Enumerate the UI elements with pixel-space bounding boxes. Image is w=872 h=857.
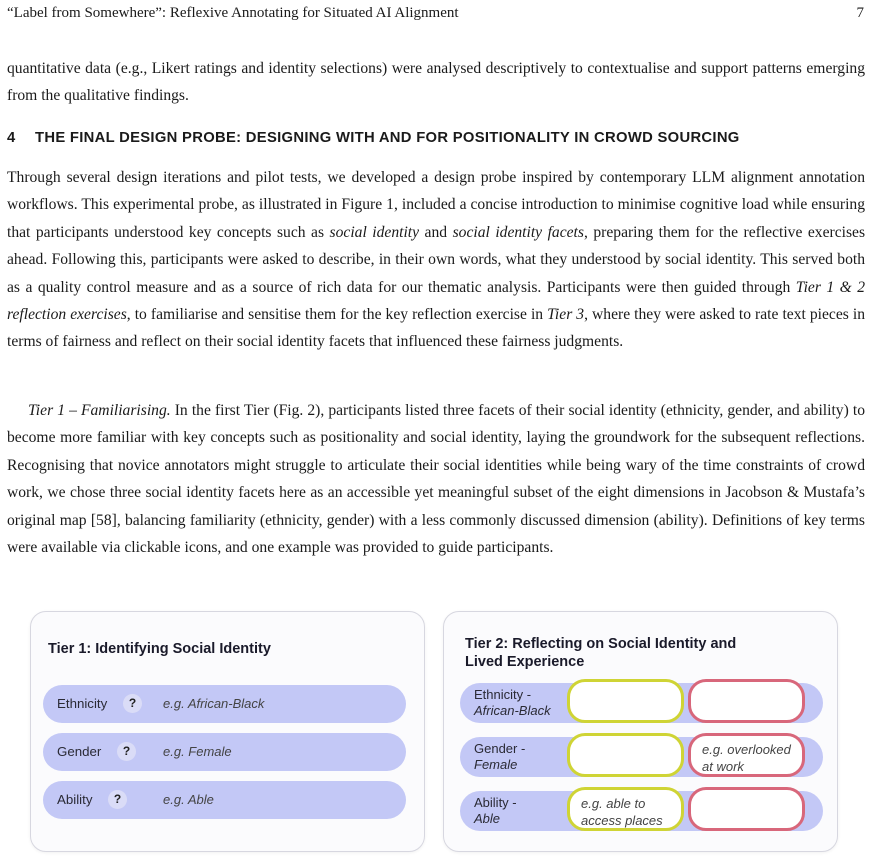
reflection-input-yellow[interactable] xyxy=(567,733,684,777)
row-example: e.g. Able xyxy=(163,792,214,807)
running-header xyxy=(7,5,864,25)
help-icon[interactable]: ? xyxy=(123,694,142,713)
section-number: 4 xyxy=(7,130,16,146)
reflection-input-red[interactable] xyxy=(688,787,805,831)
row-value: Able xyxy=(474,811,501,826)
row-label: Ethnicity - African-Black xyxy=(474,687,551,718)
paragraph-design-probe: Through several design iterations and pilot tests, we developed a design probe inspired by contemporary LLM alignment annotation workflows. This experimental probe, as illustrated in Figure 1, included a concise introduction to minimise cognitive load while ensuring that participants understood key concepts such as social identity and social identity facets, preparing them for the reflective exercises ahead. Following this, participants were asked to describe, in their own words, what they understood by social identity. This served both as a quality control measure and as a source of rich data for our thematic analysis. Participants were then guided through Tier 1 & 2 reflection exercises, to familiarise and sensitise them for the key reflection exercise in Tier 3, where they were asked to rate text pieces in terms of fairness and reflect on their social identity facets that influenced these fairness judgments. xyxy=(7,169,866,351)
row-example: e.g. African-Black xyxy=(163,696,265,711)
tier1-row-ability[interactable] xyxy=(43,781,406,819)
row-label: Gender - Female xyxy=(474,741,526,772)
row-value: African-Black xyxy=(474,703,551,718)
row-label: Gender xyxy=(57,744,102,759)
paragraph-intro: quantitative data (e.g., Likert ratings and identity selections) were analysed descriptively to contextualise and support patterns emerging from the qualitative findings. xyxy=(7,60,865,105)
section-heading xyxy=(7,130,869,146)
paragraph-tier1: Tier 1 – Familiarising. In the first Tier (Fig. 2), participants listed three facets of their social identity (ethnicity, gender, and ability) to become more familiar with key concepts such as positionality and social identity, laying the groundwork for the subsequent reflections. Recognising that novice annotators might struggle to articulate their social identities while being wary of the time constraints of crowd work, we chose three social identity facets here as an accessible yet meaningful subset of the eight dimensions in Jacobson & Mustafa’s original map [58], balancing familiarity (ethnicity, gender) with a less commonly discussed dimension (ability). Definitions of key terms were available via clickable icons, and one example was provided to guide participants. xyxy=(7,402,865,557)
row-label: Ability - Able xyxy=(474,795,517,826)
row-label: Ethnicity xyxy=(57,696,108,711)
tier2-title: Tier 2: Reflecting on Social Identity and Lived Experience xyxy=(465,636,737,670)
section-title: THE FINAL DESIGN PROBE: DESIGNING WITH AND FOR POSITIONALITY IN CROWD SOURCING xyxy=(35,130,740,146)
row-example: e.g. Female xyxy=(163,744,232,759)
tier2-row-gender xyxy=(460,737,823,777)
tier2-card xyxy=(443,611,838,852)
reflection-input-yellow[interactable]: e.g. able to access places xyxy=(567,787,684,831)
row-value: Female xyxy=(474,757,518,772)
help-icon[interactable]: ? xyxy=(117,742,136,761)
page-number: 7 xyxy=(856,5,864,21)
paragraph-lead: Tier 1 – Familiarising. xyxy=(28,402,171,419)
tier2-row-ethnicity xyxy=(460,683,823,723)
tier1-row-gender[interactable] xyxy=(43,733,406,771)
reflection-input-yellow[interactable] xyxy=(567,679,684,723)
running-title: “Label from Somewhere”: Reflexive Annotating for Situated AI Alignment xyxy=(7,5,459,21)
tier1-card xyxy=(30,611,425,852)
tier2-row-ability xyxy=(460,791,823,831)
reflection-input-red[interactable] xyxy=(688,679,805,723)
row-label: Ability xyxy=(57,792,93,807)
tier1-row-ethnicity[interactable] xyxy=(43,685,406,723)
help-icon[interactable]: ? xyxy=(108,790,127,809)
reflection-input-red[interactable]: e.g. overlooked at work xyxy=(688,733,805,777)
tier1-title: Tier 1: Identifying Social Identity xyxy=(48,641,271,657)
